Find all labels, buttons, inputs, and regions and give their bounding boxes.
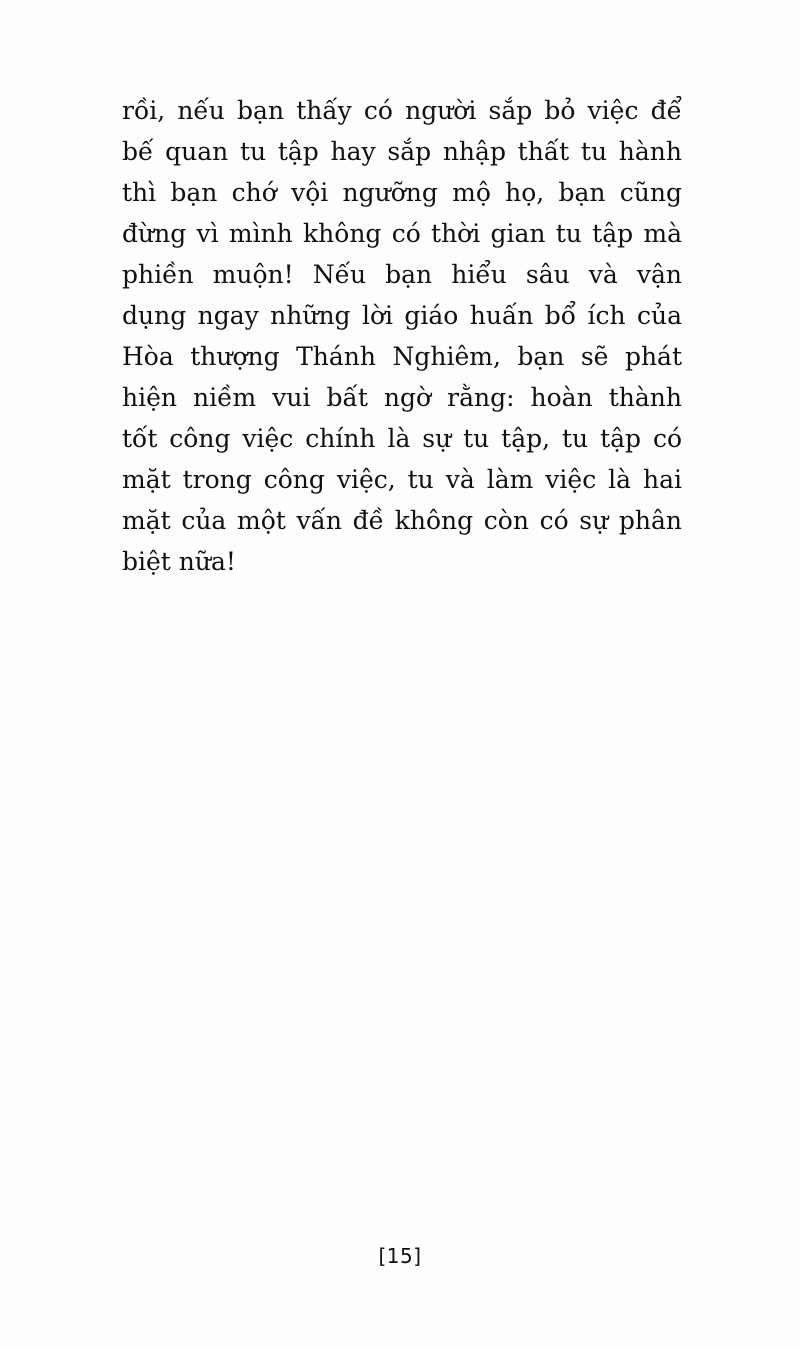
text-line: mặt của một vấn đề không còn có sự phân xyxy=(122,506,682,535)
text-line: Hòa thượng Thánh Nghiêm, bạn sẽ phát xyxy=(122,342,682,371)
page-number: [15] xyxy=(378,1244,422,1268)
text-line: mặt trong công việc, tu và làm việc là hai xyxy=(122,465,682,494)
text-line: tốt công việc chính là sự tu tập, tu tập có xyxy=(122,424,682,453)
text-line: thì bạn chớ vội ngưỡng mộ họ, bạn cũng xyxy=(122,178,682,207)
text-line: hiện niềm vui bất ngờ rằng: hoàn thành xyxy=(122,383,682,412)
text-line: đừng vì mình không có thời gian tu tập mà xyxy=(122,219,682,248)
text-line: phiền muộn! Nếu bạn hiểu sâu và vận xyxy=(122,260,682,289)
text-line: rồi, nếu bạn thấy có người sắp bỏ việc để xyxy=(122,96,682,125)
text-line: dụng ngay những lời giáo huấn bổ ích của xyxy=(122,301,682,330)
text-line-last: biệt nữa! xyxy=(122,547,236,576)
text-line: bế quan tu tập hay sắp nhập thất tu hành xyxy=(122,137,682,166)
body-paragraph xyxy=(122,90,682,582)
